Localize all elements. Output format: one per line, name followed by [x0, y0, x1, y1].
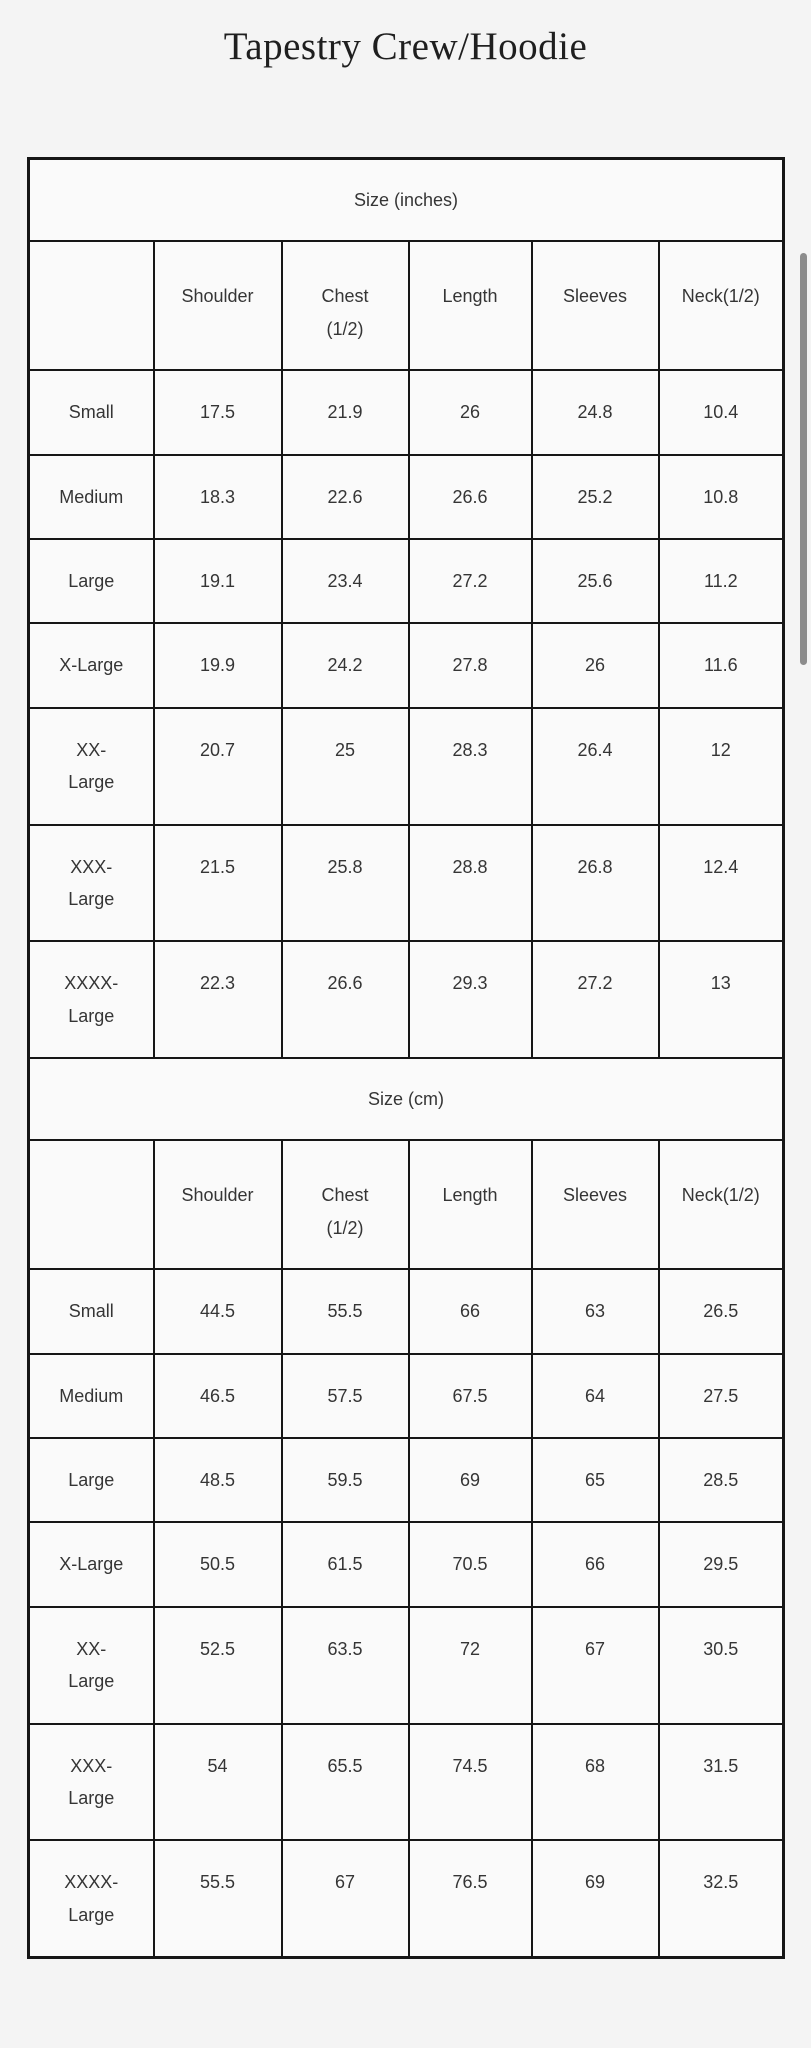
measurement-value: 10.8: [659, 455, 784, 539]
measurement-value: 66: [409, 1269, 532, 1353]
measurement-value: 76.5: [409, 1840, 532, 1957]
size-row-label-text: XX-Large: [68, 1638, 115, 1692]
size-row-label: [29, 1438, 154, 1522]
measurement-value: 67: [282, 1840, 409, 1957]
measurement-value: 22.3: [154, 941, 282, 1058]
size-row-label-text: Medium: [59, 1385, 124, 1406]
measurement-value: 66: [532, 1522, 659, 1606]
column-header: Sleeves: [532, 241, 659, 370]
measurement-value: 24.8: [532, 370, 659, 454]
measurement-value: 11.2: [659, 539, 784, 623]
size-row-label-text: XXX-Large: [68, 856, 115, 909]
measurement-value: 65: [532, 1438, 659, 1522]
measurement-value: 27.2: [409, 539, 532, 623]
size-row-label: [29, 825, 154, 942]
measurement-value: 26: [532, 623, 659, 707]
measurement-value: 48.5: [154, 1438, 282, 1522]
size-row-label: [29, 1269, 154, 1353]
table-row: [29, 455, 784, 539]
column-header: Neck(1/2): [659, 1140, 784, 1269]
column-header: Length: [409, 241, 532, 370]
table-row: [29, 1840, 784, 1957]
size-row-label: [29, 708, 154, 825]
measurement-value: 69: [532, 1840, 659, 1957]
measurement-value: 65.5: [282, 1724, 409, 1841]
measurement-value: 25.6: [532, 539, 659, 623]
table-row: [29, 1269, 784, 1353]
measurement-value: 18.3: [154, 455, 282, 539]
measurement-value: 55.5: [282, 1269, 409, 1353]
column-header-row: [29, 241, 784, 370]
measurement-value: 46.5: [154, 1354, 282, 1438]
measurement-value: 29.3: [409, 941, 532, 1058]
measurement-value: 50.5: [154, 1522, 282, 1606]
size-row-label: [29, 1522, 154, 1606]
table-row: [29, 1354, 784, 1438]
section-title: Size (cm): [29, 1058, 784, 1140]
size-row-label: [29, 539, 154, 623]
measurement-value: 26.8: [532, 825, 659, 942]
column-header: Sleeves: [532, 1140, 659, 1269]
measurement-value: 26.5: [659, 1269, 784, 1353]
measurement-value: 10.4: [659, 370, 784, 454]
measurement-value: 19.1: [154, 539, 282, 623]
measurement-value: 26.4: [532, 708, 659, 825]
measurement-value: 25.8: [282, 825, 409, 942]
measurement-value: 31.5: [659, 1724, 784, 1841]
size-row-label-text: XXX-Large: [68, 1755, 115, 1808]
measurement-value: 54: [154, 1724, 282, 1841]
table-row: [29, 1522, 784, 1606]
size-row-label-text: Large: [68, 1470, 115, 1491]
measurement-value: 20.7: [154, 708, 282, 825]
size-row-label-text: X-Large: [59, 655, 124, 676]
column-header: Chest (1/2): [282, 241, 409, 370]
section-title: Size (inches): [29, 159, 784, 242]
measurement-value: 69: [409, 1438, 532, 1522]
table-row: [29, 708, 784, 825]
table-row: [29, 1438, 784, 1522]
table-row: [29, 1724, 784, 1841]
measurement-value: 21.5: [154, 825, 282, 942]
measurement-value: 26.6: [409, 455, 532, 539]
measurement-value: 29.5: [659, 1522, 784, 1606]
measurement-value: 44.5: [154, 1269, 282, 1353]
size-row-label: [29, 623, 154, 707]
measurement-value: 72: [409, 1607, 532, 1724]
table-row: [29, 825, 784, 942]
size-row-label-text: Large: [68, 570, 115, 591]
measurement-value: 22.6: [282, 455, 409, 539]
measurement-value: 23.4: [282, 539, 409, 623]
measurement-value: 52.5: [154, 1607, 282, 1724]
measurement-value: 19.9: [154, 623, 282, 707]
measurement-value: 28.5: [659, 1438, 784, 1522]
measurement-value: 59.5: [282, 1438, 409, 1522]
size-row-label: [29, 455, 154, 539]
section-band-row: [29, 1058, 784, 1140]
size-row-label-text: Medium: [59, 486, 124, 507]
section-band-row: [29, 159, 784, 242]
measurement-value: 24.2: [282, 623, 409, 707]
size-row-label-text: X-Large: [59, 1554, 124, 1575]
measurement-value: 74.5: [409, 1724, 532, 1841]
measurement-value: 64: [532, 1354, 659, 1438]
column-header: Shoulder: [154, 241, 282, 370]
measurement-value: 25.2: [532, 455, 659, 539]
measurement-value: 68: [532, 1724, 659, 1841]
size-row-label: [29, 1607, 154, 1724]
measurement-value: 26: [409, 370, 532, 454]
size-row-label: [29, 1724, 154, 1841]
measurement-value: 27.8: [409, 623, 532, 707]
table-row: [29, 370, 784, 454]
corner-cell: [29, 1140, 154, 1269]
measurement-value: 55.5: [154, 1840, 282, 1957]
column-header: Length: [409, 1140, 532, 1269]
page-title: Tapestry Crew/Hoodie: [223, 25, 588, 68]
measurement-value: 67: [532, 1607, 659, 1724]
corner-cell: [29, 241, 154, 370]
measurement-value: 13: [659, 941, 784, 1058]
measurement-value: 27.5: [659, 1354, 784, 1438]
column-header-row: [29, 1140, 784, 1269]
measurement-value: 28.8: [409, 825, 532, 942]
measurement-value: 11.6: [659, 623, 784, 707]
table-row: [29, 623, 784, 707]
measurement-value: 12.4: [659, 825, 784, 942]
measurement-value: 63.5: [282, 1607, 409, 1724]
measurement-value: 17.5: [154, 370, 282, 454]
size-row-label-text: Small: [68, 1301, 114, 1322]
size-chart-body: [29, 159, 784, 1958]
size-row-label: [29, 941, 154, 1058]
measurement-value: 26.6: [282, 941, 409, 1058]
column-header: Shoulder: [154, 1140, 282, 1269]
size-row-label-text: XX-Large: [68, 739, 115, 793]
size-row-label-text: XXXX-Large: [64, 973, 119, 1026]
size-row-label: [29, 1354, 154, 1438]
size-row-label-text: Small: [68, 402, 114, 423]
table-row: [29, 539, 784, 623]
measurement-value: 30.5: [659, 1607, 784, 1724]
measurement-value: 25: [282, 708, 409, 825]
column-header: Neck(1/2): [659, 241, 784, 370]
measurement-value: 21.9: [282, 370, 409, 454]
measurement-value: 27.2: [532, 941, 659, 1058]
measurement-value: 63: [532, 1269, 659, 1353]
measurement-value: 32.5: [659, 1840, 784, 1957]
size-row-label: [29, 1840, 154, 1957]
measurement-value: 67.5: [409, 1354, 532, 1438]
size-chart-table: [27, 157, 785, 1959]
measurement-value: 12: [659, 708, 784, 825]
table-row: [29, 941, 784, 1058]
table-row: [29, 1607, 784, 1724]
measurement-value: 70.5: [409, 1522, 532, 1606]
size-row-label: [29, 370, 154, 454]
measurement-value: 57.5: [282, 1354, 409, 1438]
size-row-label-text: XXXX-Large: [64, 1872, 119, 1925]
measurement-value: 61.5: [282, 1522, 409, 1606]
measurement-value: 28.3: [409, 708, 532, 825]
scrollbar-thumb[interactable]: [800, 253, 807, 665]
column-header: Chest (1/2): [282, 1140, 409, 1269]
